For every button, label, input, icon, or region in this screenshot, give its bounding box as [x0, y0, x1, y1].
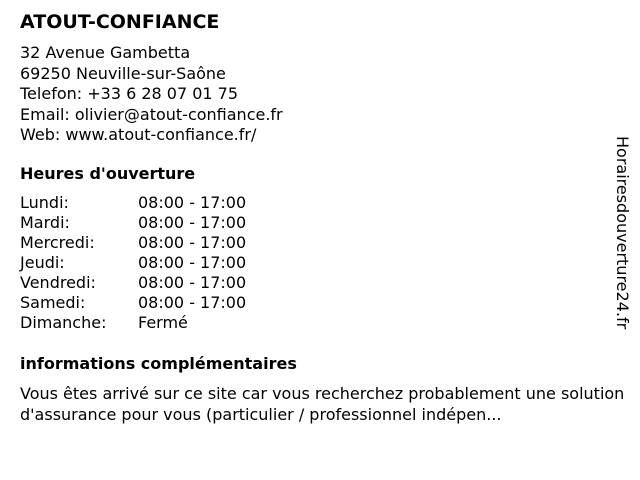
hours-time: 08:00 - 17:00 [138, 193, 247, 212]
email-text: Email: olivier@atout-confiance.fr [20, 104, 283, 124]
hours-day: Vendredi: [20, 273, 96, 292]
address-city: 69250 Neuville-sur-Saône [20, 63, 226, 83]
hours-time: 08:00 - 17:00 [138, 233, 247, 252]
hours-time: 08:00 - 17:00 [138, 213, 247, 232]
hours-day: Mardi: [20, 213, 70, 232]
hours-day: Mercredi: [20, 233, 95, 252]
hours-day: Samedi: [20, 293, 86, 312]
website-text: Web: www.atout-confiance.fr/ [20, 125, 257, 144]
phone-text: Telefon: +33 6 28 07 01 75 [20, 84, 239, 103]
hours-row-lundi [20, 193, 246, 213]
side-brand-text: Horairesdouverture24.fr [613, 136, 632, 330]
hours-time: 08:00 - 17:00 [138, 273, 247, 292]
business-name: ATOUT-CONFIANCE [20, 11, 220, 33]
hours-time: 08:00 - 17:00 [138, 253, 247, 272]
hours-row-vendredi [20, 273, 246, 293]
hours-row-dimanche [20, 313, 246, 333]
hours-day: Jeudi: [20, 253, 65, 272]
info-description: Vous êtes arrivé sur ce site car vous recherchez probablement une solution d'assurance pour vous (particulier / professionnel indépen... [20, 384, 625, 424]
hours-heading: Heures d'ouverture [20, 164, 196, 183]
hours-row-samedi [20, 293, 246, 313]
hours-day: Dimanche: [20, 313, 107, 332]
hours-table [20, 193, 246, 333]
hours-time: Fermé [138, 313, 188, 332]
hours-row-mardi [20, 213, 246, 233]
contact-block [20, 43, 283, 146]
hours-row-jeudi [20, 253, 246, 273]
info-heading: informations complémentaires [20, 354, 297, 373]
hours-day: Lundi: [20, 193, 69, 212]
address-street: 32 Avenue Gambetta [20, 43, 191, 62]
hours-row-mercredi [20, 233, 246, 253]
hours-time: 08:00 - 17:00 [138, 293, 247, 312]
